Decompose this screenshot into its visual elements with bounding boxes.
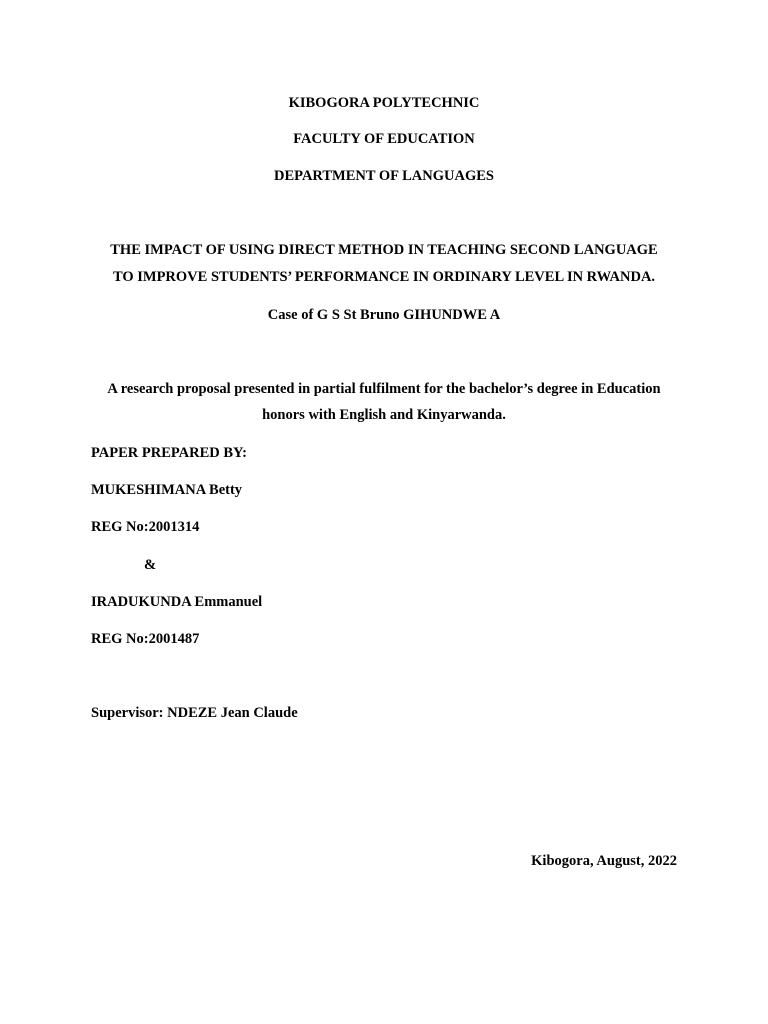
thesis-title-line-2: TO IMPROVE STUDENTS’ PERFORMANCE IN ORDINARY LEVEL IN RWANDA. — [112, 269, 656, 285]
author-2-reg: REG No:2001487 — [91, 631, 200, 647]
author-2-name: IRADUKUNDA Emmanuel — [91, 594, 263, 610]
proposal-line-1: A research proposal presented in partial fulfilment for the bachelor’s degree in Education — [107, 381, 661, 397]
thesis-title — [80, 237, 688, 291]
thesis-title-line-1: THE IMPACT OF USING DIRECT METHOD IN TEACHING SECOND LANGUAGE — [110, 242, 658, 258]
proposal-line-2: honors with English and Kinyarwanda. — [262, 407, 506, 423]
institution-name: KIBOGORA POLYTECHNIC — [288, 95, 480, 111]
prepared-by-heading: PAPER PREPARED BY: — [91, 445, 248, 461]
place-and-date: Kibogora, August, 2022 — [531, 853, 677, 869]
proposal-statement — [80, 376, 688, 428]
supervisor: Supervisor: NDEZE Jean Claude — [91, 705, 298, 721]
faculty-name: FACULTY OF EDUCATION — [293, 131, 475, 147]
author-1-name: MUKESHIMANA Betty — [91, 482, 243, 498]
author-separator: & — [144, 557, 157, 573]
author-1-reg: REG No:2001314 — [91, 519, 200, 535]
case-study: Case of G S St Bruno GIHUNDWE A — [267, 307, 501, 323]
department-name: DEPARTMENT OF LANGUAGES — [274, 168, 494, 184]
